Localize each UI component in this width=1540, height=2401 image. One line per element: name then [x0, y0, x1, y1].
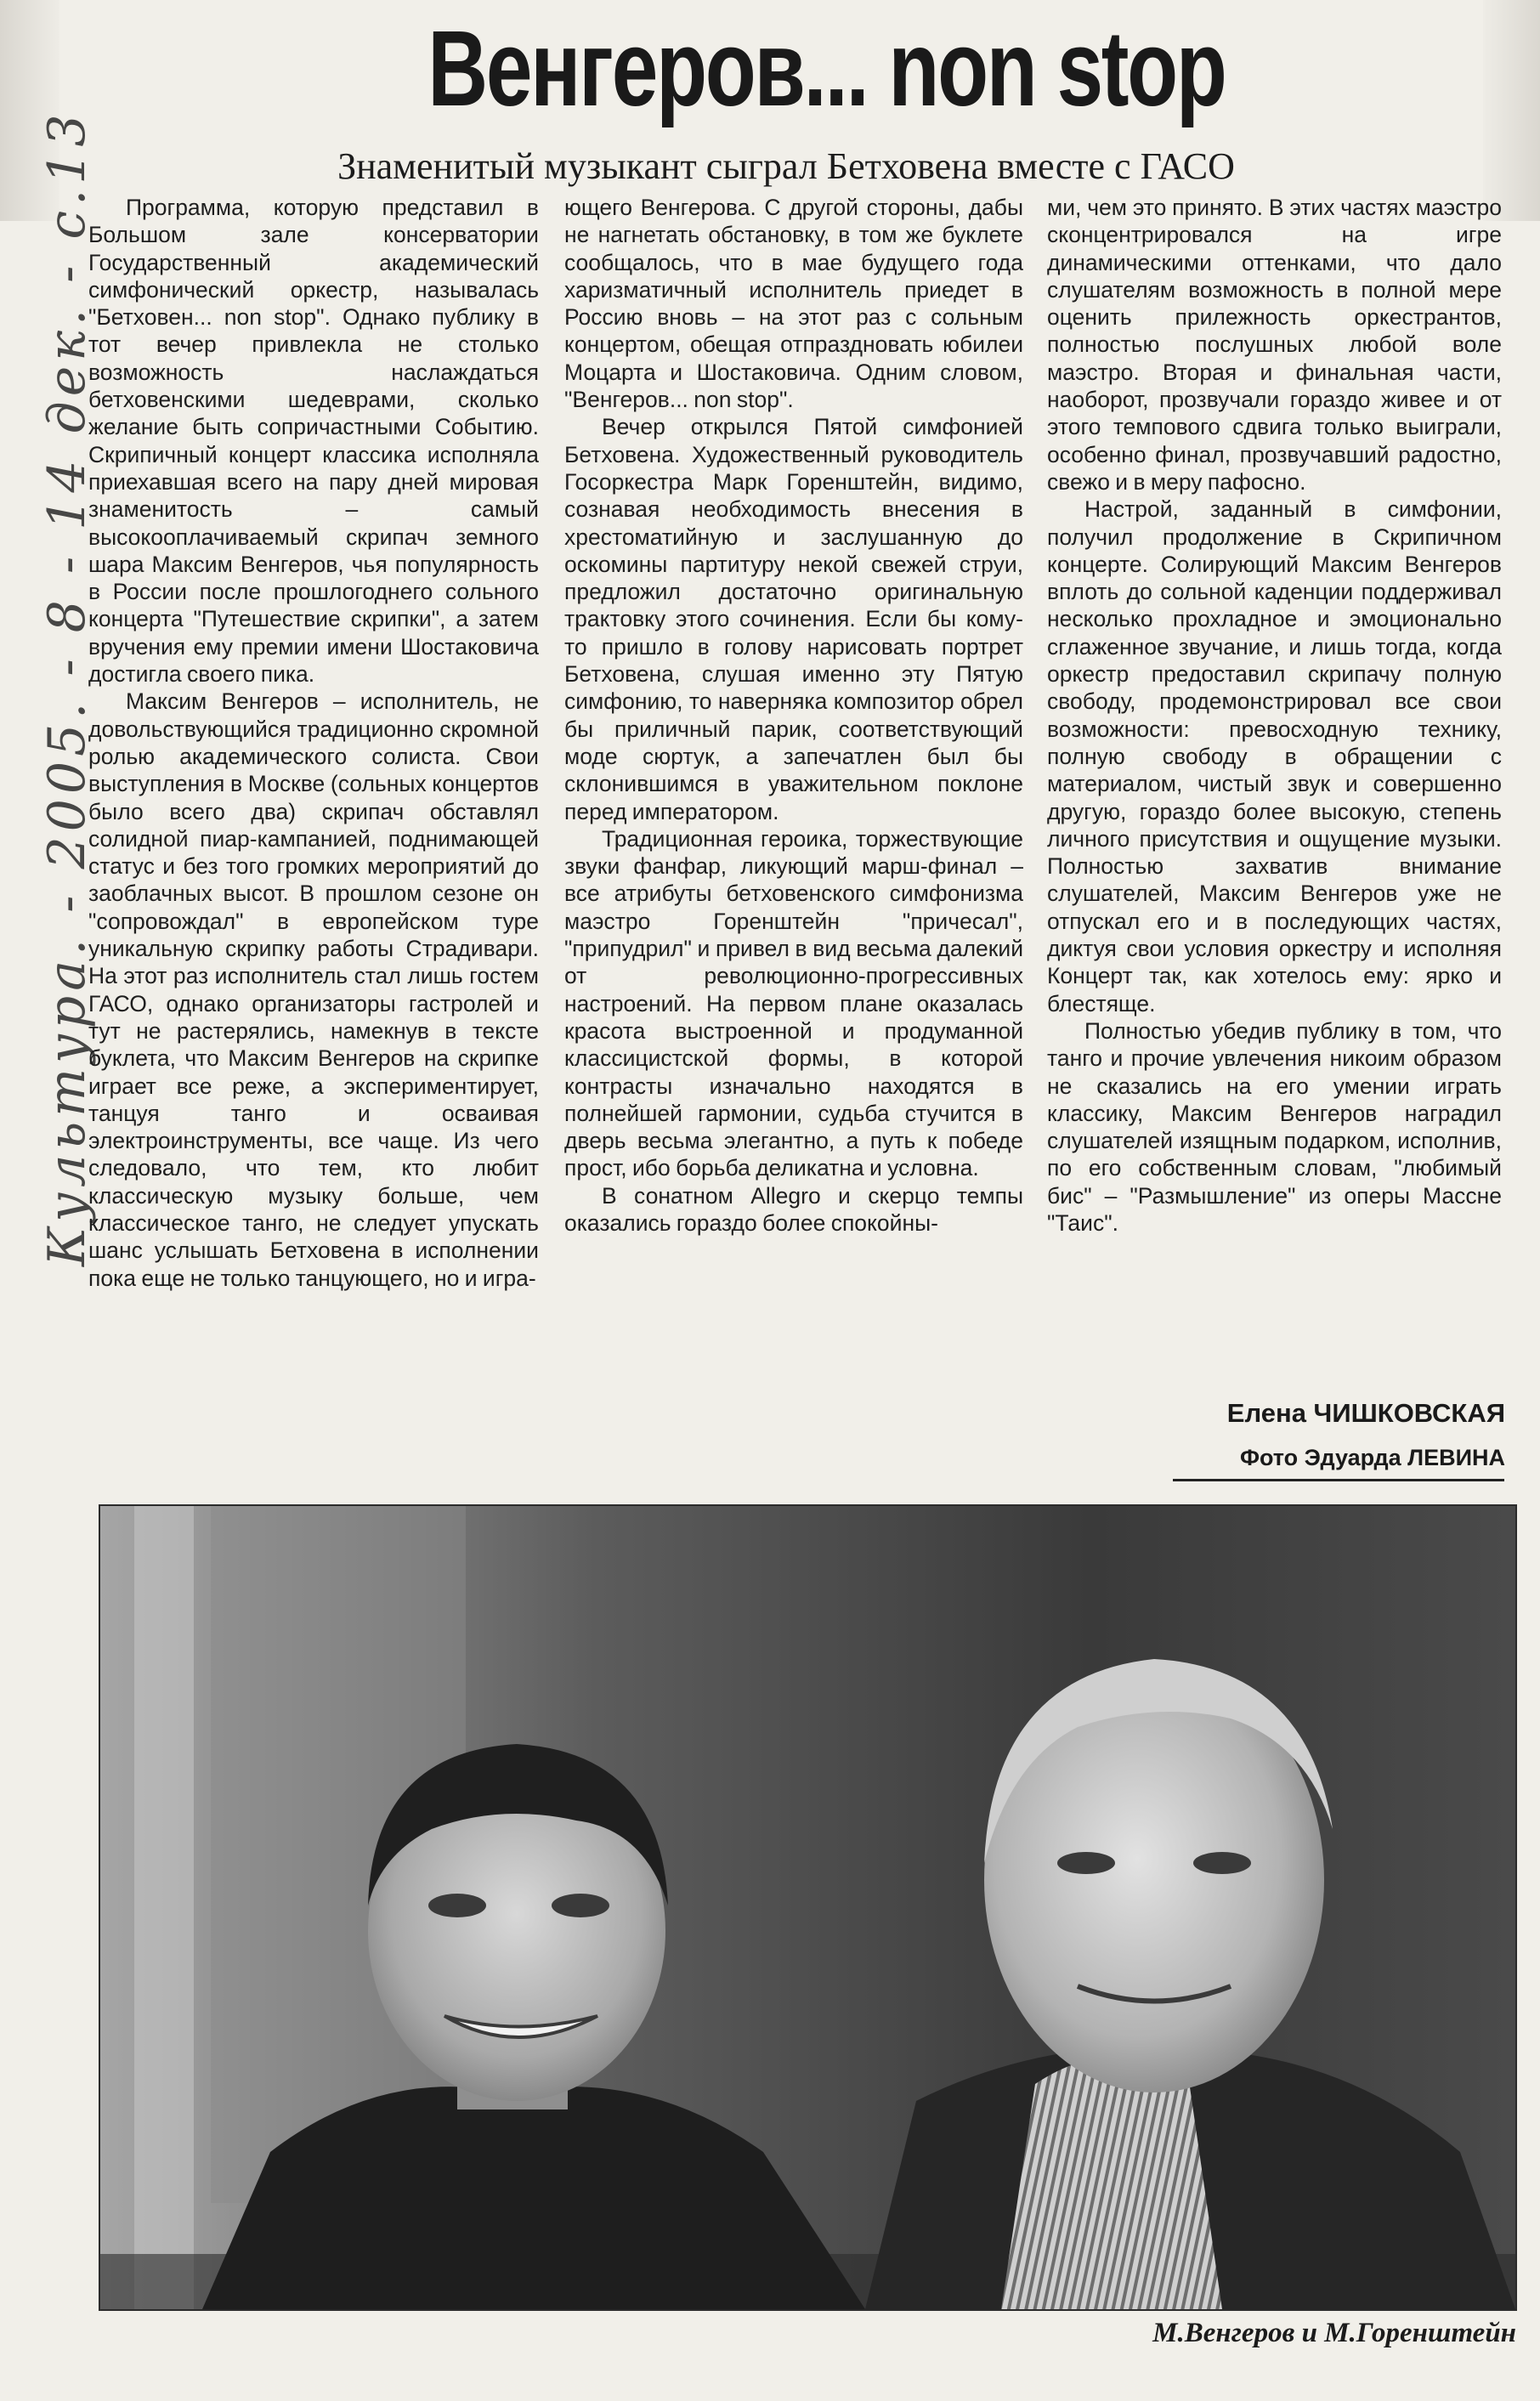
paragraph: ми, чем это принято. В этих частях маэстро сконцентрировался на игре динамическими оттенками, что дало слушателям возможность в полной мере оценить прилежность оркестрантов, полностью послушных любой воле маэстро. Вторая и финальная части, наоборот, прозвучали гораздо живее и от этого темпового сдвига только выиграли, особенно финал, прозвучавший радостно, свежо и в меру пафосно.	[1047, 195, 1502, 495]
neighbor-column-edge-right	[1483, 0, 1540, 221]
person-right-striped-shirt	[1001, 2056, 1222, 2309]
paragraph: Программа, которую представил в Большом зале консерватории Государственный академический симфонический оркестр, называлась "Бетховен... non stop". Однако публику в тот вечер привлекла не столько возможность наслаждаться бетховенскими шедеврами, сколько желание быть сопричастными Событию. Скрипичный концерт классика исполняла приехавшая всего на пару дней мировая знаменитость – самый высокооплачиваемый скрипач земного шара Максим Венгеров, чья популярность в России после прошлогоднего сольного концерта "Путешествие скрипки", а затем вручения ему премии имени Шостаковича достигла своего пика.	[88, 195, 539, 688]
article-column-2	[564, 194, 1023, 1237]
article-photo	[99, 1504, 1517, 2311]
paragraph: Традиционная героика, торжествующие звуки фанфар, ликующий марш-финал – все атрибуты бетховенского симфонизма маэстро Горенштейн "причесал", "припудрил" и привел в вид весьма далекий от революционно-прогрессивных настроений. На первом плане оказалась красота выстроенной и продуманной классицистской формы, в которой контрасты изначально находятся в полнейшей гармонии, судьба стучится в дверь весьма элегантно, а путь к победе прост, ибо борьба деликатна и условна.	[564, 825, 1023, 1181]
person-left-eye	[552, 1894, 609, 1917]
paragraph: В сонатном Allegro и скерцо темпы оказались гораздо более спокойны-	[564, 1182, 1023, 1236]
subheadline: Знаменитый музыкант сыграл Бетховена вместе с ГАСО	[337, 145, 1235, 187]
author-byline: Елена ЧИШКОВСКАЯ	[1226, 1398, 1505, 1428]
paragraph: ющего Венгерова. С другой стороны, дабы не нагнетать обстановку, в том же буклете сообщалось, что в мае будущего года харизматичный исполнитель приедет в Россию вновь – на этот раз с сольным концертом, обещая отпраздновать юбилеи Моцарта и Шостаковича. Одним словом, "Венгеров... non stop".	[564, 195, 1023, 413]
person-right-eye	[1193, 1852, 1251, 1874]
paragraph: Полностью убедив публику в том, что танго и прочие увлечения никоим образом не сказались на его умении играть классику, Максим Венгеров наградил слушателей изящным подарком, исполнив, по его собственным словам, "любимый бис" – "Размышление" из оперы Массне "Таис".	[1047, 1017, 1502, 1236]
person-right-eye	[1057, 1852, 1115, 1874]
paragraph: Вечер открылся Пятой симфонией Бетховена. Художественный руководитель Госоркестра Марк Горенштейн, видимо, сознавая необходимость внесения в хрестоматийную и заслушанную до оскомины партитуру некой свежей струи, предложил достаточно оригинальную трактовку этого сочинения. Если бы кому-то пришло в голову нарисовать портрет Бетховена, слушая именно эту Пятую симфонию, то наверняка композитор обрел бы приличный парик, соответствующий моде сюртук, а запечатлен был бы склонившимся в уважительном поклоне перед императором.	[564, 414, 1023, 824]
photo-credit-underline	[1173, 1479, 1504, 1481]
photo-illustration	[100, 1506, 1515, 2309]
headline: Венгеров... non stop	[427, 8, 1226, 128]
paragraph: Настрой, заданный в симфонии, получил продолжение в Скрипичном концерте. Солирующий Максим Венгеров вплоть до сольной каденции поддерживал несколько прохладное и эмоционально сглаженное звучание, и лишь тогда, когда оркестр предоставил скрипачу полную свободу, продемонстрировал все свои возможности: превосходную технику, полную свободу в обращении с материалом, чистый звук и совершенно другую, гораздо более высокую, степень личного присутствия и ощущение музыки. Полностью захватив внимание слушателей, Максим Венгеров уже не отпускал его и в последующих частях, диктуя свои условия оркестру и исполняя Концерт так, как хотелось ему: ярко и блестяще.	[1047, 496, 1502, 1016]
handwritten-margin-note: Культура. - 2005. - 8 - 14 дек. - с.13	[37, 109, 97, 1266]
article-column-1	[88, 194, 539, 1292]
paragraph: Максим Венгеров – исполнитель, не довольствующийся традиционно скромной ролью академического солиста. Свои выступления в Москве (сольных концертов было всего два) скрипач обставлял солидной пиар-кампанией, поднимающей статус и без того громких мероприятий до заоблачных высот. В прошлом сезоне он "сопровождал" в европейском туре уникальную скрипку работы Страдивари. На этот раз исполнитель стал лишь гостем ГАСО, однако организаторы гастролей и тут не растерялись, намекнув в тексте буклета, что Максим Венгеров на скрипке играет все реже, а экспериментирует, танцуя танго и осваивая электроинструменты, все чаще. Из чего следовало, что тем, кто любит классическую музыку больше, чем классическое танго, не следует упускать шанс услышать Бетховена в исполнении пока еще не только танцующего, но и игра-	[88, 688, 539, 1291]
photo-door-frame	[134, 1506, 194, 2309]
person-left-eye	[428, 1894, 486, 1917]
photo-credit: Фото Эдуарда ЛЕВИНА	[1239, 1445, 1505, 1470]
photo-caption: М.Венгеров и М.Горенштейн	[1152, 2318, 1516, 2348]
article-column-3	[1047, 194, 1502, 1237]
